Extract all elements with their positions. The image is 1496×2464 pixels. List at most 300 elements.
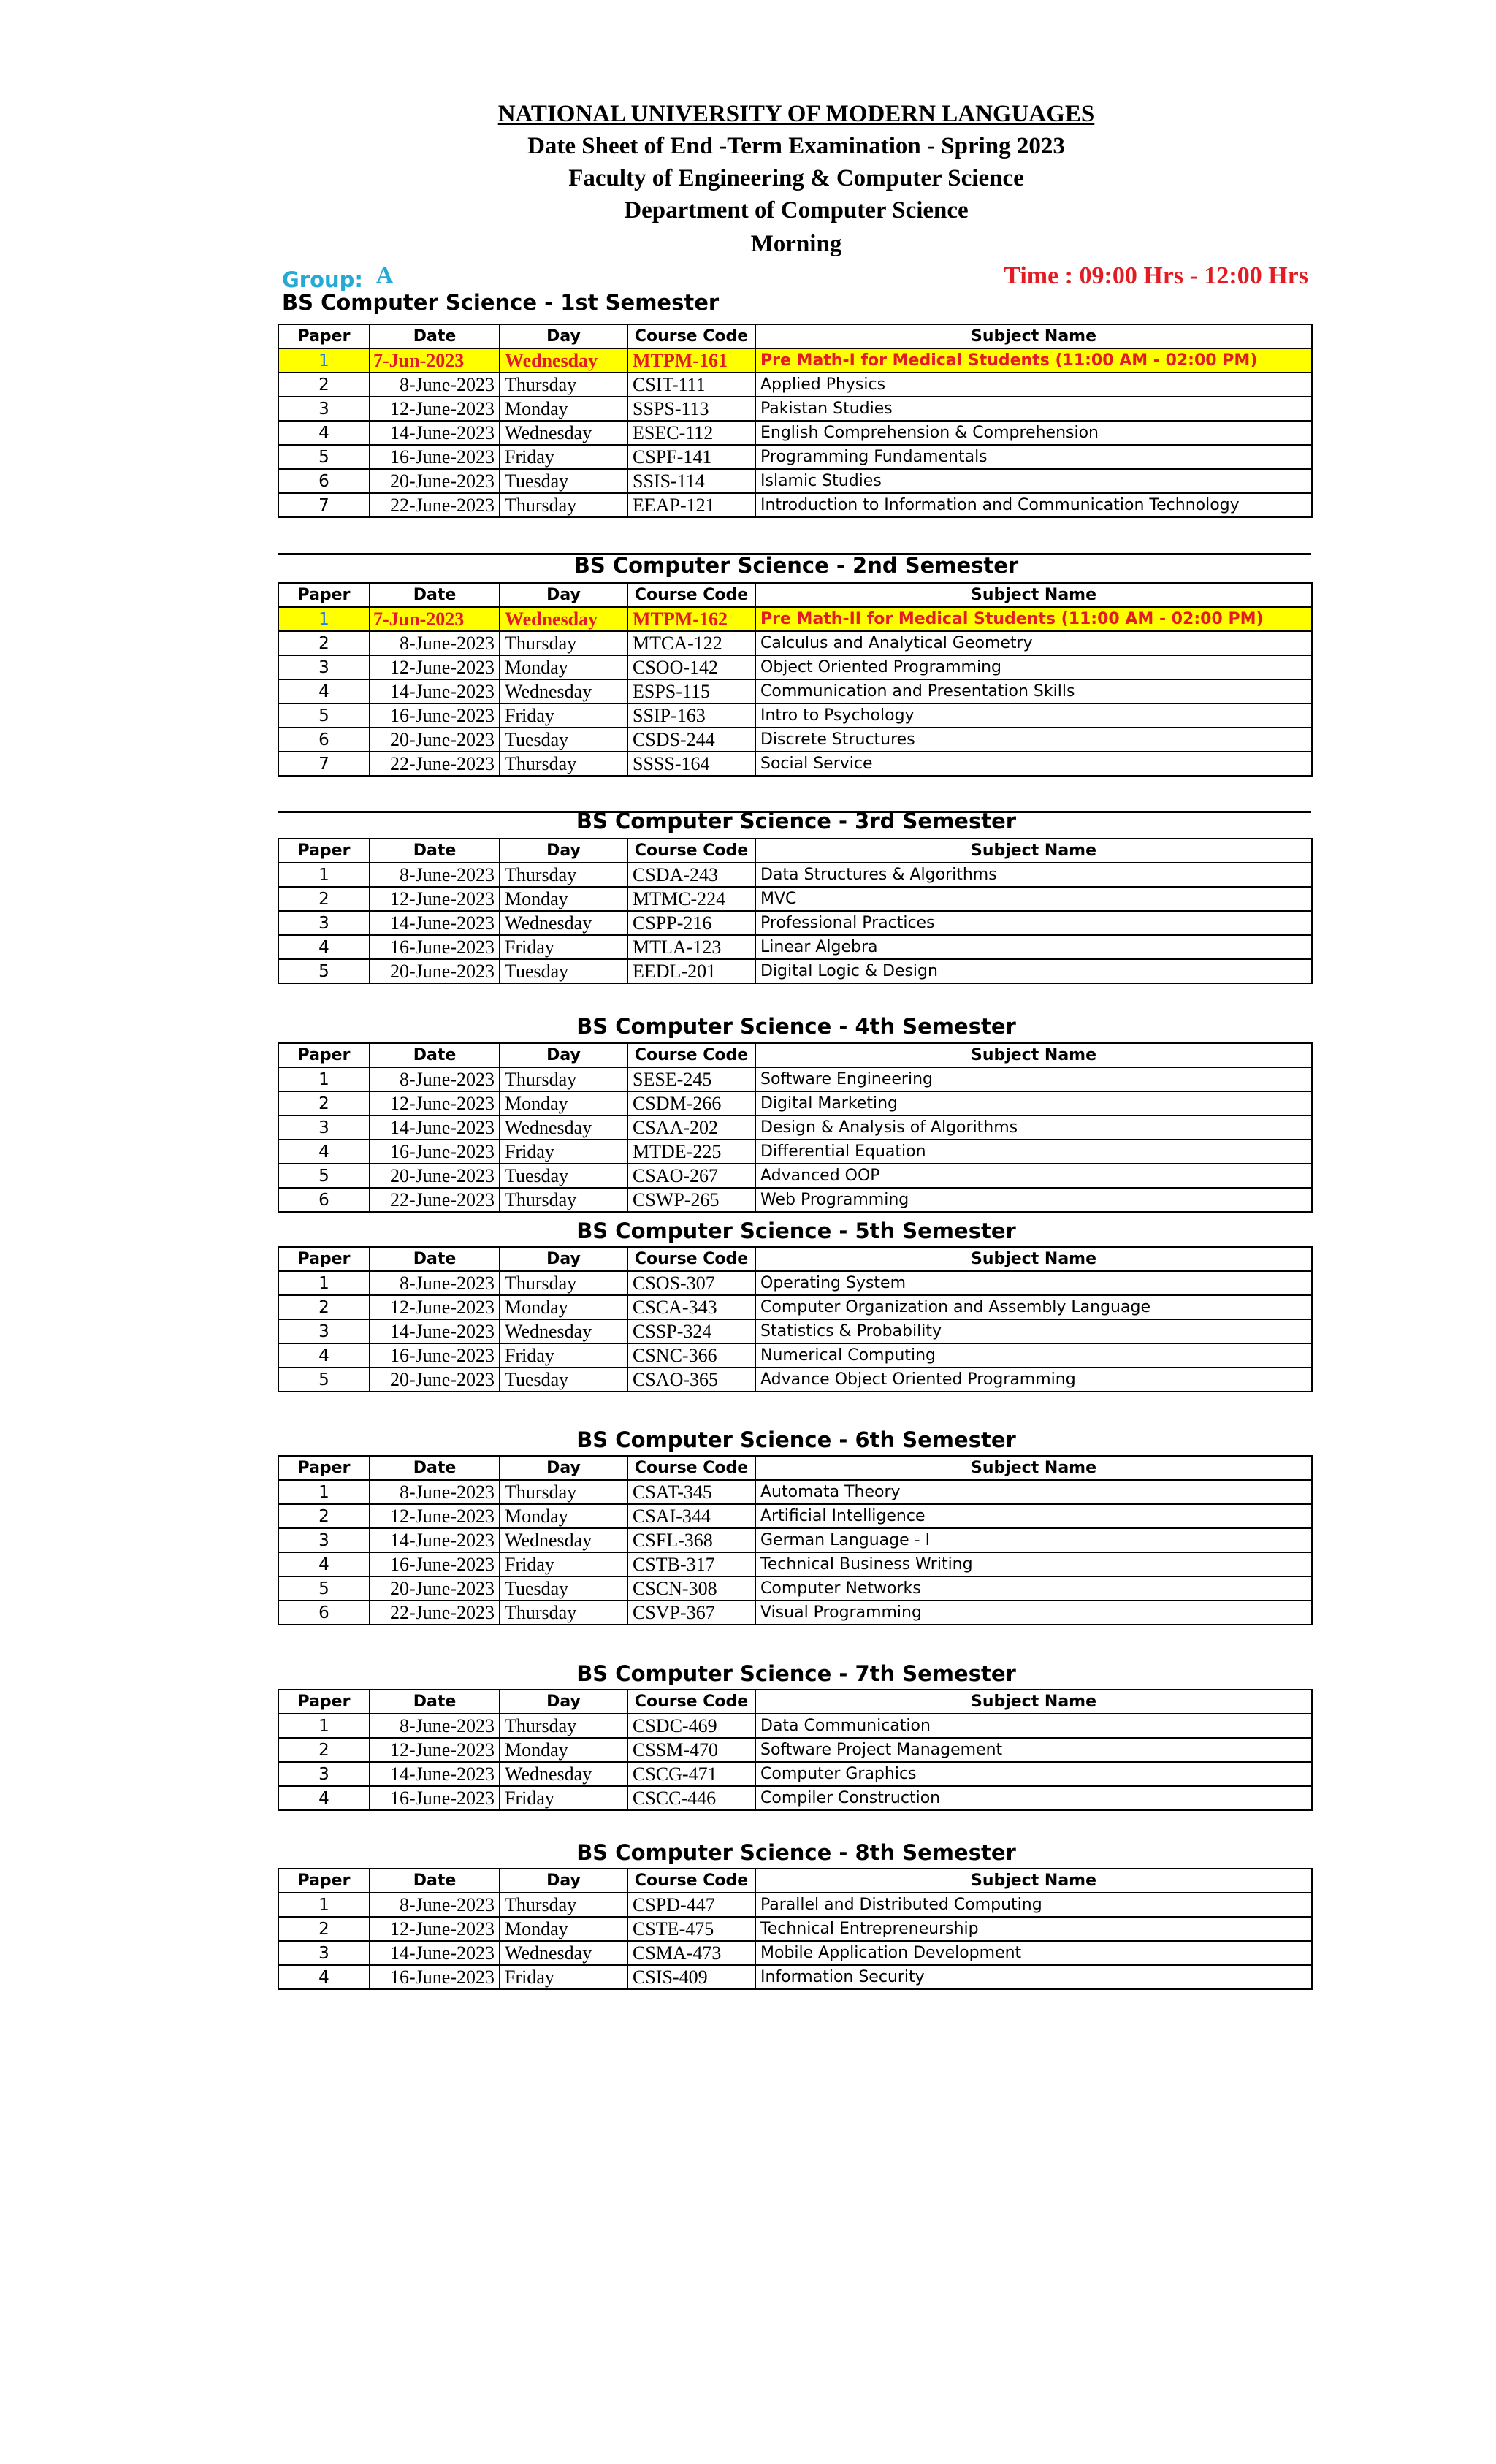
subject-name-cell: Data Communication — [755, 1714, 1312, 1738]
paper-cell: 2 — [278, 373, 370, 397]
table-row — [278, 1762, 1312, 1786]
course-code-cell: CSFL-368 — [627, 1528, 755, 1552]
date-cell: 8-June-2023 — [370, 631, 500, 655]
semester-table — [278, 1042, 1313, 1213]
column-header: Day — [500, 839, 627, 863]
column-header: Date — [370, 1690, 500, 1714]
course-code-cell: CSIT-111 — [627, 373, 755, 397]
paper-cell: 4 — [278, 1786, 370, 1810]
course-code-cell: CSTB-317 — [627, 1552, 755, 1576]
course-code-cell: CSPF-141 — [627, 445, 755, 469]
shift-title: Morning — [750, 231, 842, 257]
table-row — [278, 1528, 1312, 1552]
day-cell: Thursday — [500, 1601, 627, 1625]
paper-cell: 1 — [278, 863, 370, 887]
course-code-cell: EEAP-121 — [627, 493, 755, 517]
date-cell: 14-June-2023 — [370, 1941, 500, 1965]
date-cell: 22-June-2023 — [370, 1601, 500, 1625]
column-header: Paper — [278, 839, 370, 863]
date-cell: 14-June-2023 — [370, 421, 500, 445]
day-cell: Monday — [500, 1917, 627, 1941]
subject-name-cell: Design & Analysis of Algorithms — [755, 1115, 1312, 1140]
subject-name-cell: Islamic Studies — [755, 469, 1312, 493]
course-code-cell: CSDC-469 — [627, 1714, 755, 1738]
date-cell: 8-June-2023 — [370, 373, 500, 397]
day-cell: Monday — [500, 887, 627, 911]
date-cell: 12-June-2023 — [370, 1738, 500, 1762]
table-row — [278, 373, 1312, 397]
subject-name-cell: Visual Programming — [755, 1601, 1312, 1625]
paper-cell: 3 — [278, 1319, 370, 1343]
paper-cell: 6 — [278, 1188, 370, 1212]
day-cell: Friday — [500, 1965, 627, 1989]
column-header: Date — [370, 839, 500, 863]
day-cell: Thursday — [500, 1067, 627, 1091]
course-code-cell: SSIS-114 — [627, 469, 755, 493]
course-code-cell: CSIS-409 — [627, 1965, 755, 1989]
semester-table — [278, 1868, 1313, 1990]
paper-cell: 5 — [278, 1368, 370, 1392]
date-cell: 16-June-2023 — [370, 935, 500, 959]
date-cell: 16-June-2023 — [370, 703, 500, 728]
day-cell: Thursday — [500, 1480, 627, 1504]
subject-name-cell: Information Security — [755, 1965, 1312, 1989]
subject-name-cell: Pre Math-I for Medical Students (11:00 AM - 02:00 PM) — [755, 348, 1312, 373]
table-row — [278, 607, 1312, 631]
table-row — [278, 1480, 1312, 1504]
table-row — [278, 493, 1312, 517]
course-code-cell: CSTE-475 — [627, 1917, 755, 1941]
paper-cell: 4 — [278, 1552, 370, 1576]
date-cell: 14-June-2023 — [370, 911, 500, 935]
course-code-cell: MTLA-123 — [627, 935, 755, 959]
course-code-cell: CSOS-307 — [627, 1271, 755, 1295]
subject-name-cell: Differential Equation — [755, 1140, 1312, 1164]
column-header: Course Code — [627, 839, 755, 863]
date-cell: 12-June-2023 — [370, 1091, 500, 1115]
course-code-cell: CSSM-470 — [627, 1738, 755, 1762]
day-cell: Thursday — [500, 1271, 627, 1295]
day-cell: Tuesday — [500, 728, 627, 752]
column-header: Paper — [278, 1690, 370, 1714]
day-cell: Wednesday — [500, 1528, 627, 1552]
course-code-cell: MTDE-225 — [627, 1140, 755, 1164]
paper-cell: 7 — [278, 752, 370, 776]
course-code-cell: CSDS-244 — [627, 728, 755, 752]
semester-title: BS Computer Science - 3rd Semester — [576, 809, 1017, 834]
day-cell: Thursday — [500, 752, 627, 776]
day-cell: Wednesday — [500, 1115, 627, 1140]
column-header: Paper — [278, 1043, 370, 1067]
paper-cell: 5 — [278, 1164, 370, 1188]
column-header: Subject Name — [755, 1690, 1312, 1714]
day-cell: Wednesday — [500, 1319, 627, 1343]
table-row — [278, 1067, 1312, 1091]
column-header: Paper — [278, 1247, 370, 1271]
course-code-cell: CSSP-324 — [627, 1319, 755, 1343]
subject-name-cell: Automata Theory — [755, 1480, 1312, 1504]
day-cell: Monday — [500, 1295, 627, 1319]
table-row — [278, 728, 1312, 752]
column-header: Day — [500, 324, 627, 348]
date-cell: 20-June-2023 — [370, 1368, 500, 1392]
paper-cell: 3 — [278, 1528, 370, 1552]
subject-name-cell: Object Oriented Programming — [755, 655, 1312, 679]
table-header-row — [278, 839, 1312, 863]
subject-name-cell: Mobile Application Development — [755, 1941, 1312, 1965]
table-row — [278, 655, 1312, 679]
table-row — [278, 469, 1312, 493]
table-row — [278, 935, 1312, 959]
course-code-cell: MTPM-162 — [627, 607, 755, 631]
table-row — [278, 631, 1312, 655]
column-header: Course Code — [627, 1456, 755, 1480]
table-header-row — [278, 1690, 1312, 1714]
table-header-row — [278, 1043, 1312, 1067]
table-row — [278, 1295, 1312, 1319]
day-cell: Thursday — [500, 373, 627, 397]
day-cell: Tuesday — [500, 959, 627, 983]
date-cell: 16-June-2023 — [370, 1140, 500, 1164]
column-header: Course Code — [627, 1690, 755, 1714]
date-cell: 20-June-2023 — [370, 469, 500, 493]
table-row — [278, 703, 1312, 728]
day-cell: Wednesday — [500, 679, 627, 703]
table-row — [278, 1714, 1312, 1738]
table-row — [278, 1271, 1312, 1295]
column-header: Date — [370, 1456, 500, 1480]
paper-cell: 4 — [278, 1965, 370, 1989]
table-row — [278, 752, 1312, 776]
column-header: Date — [370, 583, 500, 607]
course-code-cell: CSVP-367 — [627, 1601, 755, 1625]
day-cell: Friday — [500, 1343, 627, 1368]
date-cell: 14-June-2023 — [370, 1319, 500, 1343]
paper-cell: 3 — [278, 1762, 370, 1786]
day-cell: Friday — [500, 703, 627, 728]
course-code-cell: CSAA-202 — [627, 1115, 755, 1140]
table-row — [278, 1319, 1312, 1343]
column-header: Subject Name — [755, 324, 1312, 348]
table-row — [278, 1188, 1312, 1212]
column-header: Date — [370, 1043, 500, 1067]
table-row — [278, 1504, 1312, 1528]
table-header-row — [278, 324, 1312, 348]
column-header: Day — [500, 1690, 627, 1714]
column-header: Day — [500, 583, 627, 607]
course-code-cell: CSPD-447 — [627, 1893, 755, 1917]
exam-time: Time : 09:00 Hrs - 12:00 Hrs — [1004, 262, 1308, 289]
day-cell: Friday — [500, 1140, 627, 1164]
day-cell: Wednesday — [500, 607, 627, 631]
date-cell: 8-June-2023 — [370, 1893, 500, 1917]
paper-cell: 4 — [278, 679, 370, 703]
course-code-cell: CSCC-446 — [627, 1786, 755, 1810]
day-cell: Wednesday — [500, 348, 627, 373]
subject-name-cell: Discrete Structures — [755, 728, 1312, 752]
table-row — [278, 1091, 1312, 1115]
paper-cell: 1 — [278, 348, 370, 373]
table-row — [278, 911, 1312, 935]
course-code-cell: CSWP-265 — [627, 1188, 755, 1212]
paper-cell: 6 — [278, 469, 370, 493]
date-cell: 12-June-2023 — [370, 397, 500, 421]
day-cell: Tuesday — [500, 1368, 627, 1392]
column-header: Date — [370, 1869, 500, 1893]
semester-title: BS Computer Science - 5th Semester — [576, 1218, 1016, 1243]
paper-cell: 4 — [278, 935, 370, 959]
table-row — [278, 1164, 1312, 1188]
date-cell: 14-June-2023 — [370, 1528, 500, 1552]
paper-cell: 5 — [278, 445, 370, 469]
subject-name-cell: Software Engineering — [755, 1067, 1312, 1091]
paper-cell: 7 — [278, 493, 370, 517]
course-code-cell: MTPM-161 — [627, 348, 755, 373]
date-cell: 8-June-2023 — [370, 1271, 500, 1295]
course-code-cell: CSAO-365 — [627, 1368, 755, 1392]
group-value: A — [376, 262, 394, 288]
day-cell: Wednesday — [500, 421, 627, 445]
course-code-cell: CSCA-343 — [627, 1295, 755, 1319]
course-code-cell: CSAI-344 — [627, 1504, 755, 1528]
semester-title: BS Computer Science - 4th Semester — [576, 1014, 1016, 1039]
course-code-cell: MTMC-224 — [627, 887, 755, 911]
course-code-cell: CSOO-142 — [627, 655, 755, 679]
table-header-row — [278, 1247, 1312, 1271]
subject-name-cell: Social Service — [755, 752, 1312, 776]
paper-cell: 2 — [278, 1738, 370, 1762]
column-header: Course Code — [627, 324, 755, 348]
subject-name-cell: Digital Logic & Design — [755, 959, 1312, 983]
date-cell: 16-June-2023 — [370, 445, 500, 469]
date-cell: 12-June-2023 — [370, 887, 500, 911]
subject-name-cell: Computer Graphics — [755, 1762, 1312, 1786]
university-title: NATIONAL UNIVERSITY OF MODERN LANGUAGES — [497, 101, 1095, 127]
semester-title: BS Computer Science - 2nd Semester — [573, 553, 1019, 578]
semester-title: BS Computer Science - 1st Semester — [282, 290, 720, 315]
date-cell: 22-June-2023 — [370, 1188, 500, 1212]
subject-name-cell: Parallel and Distributed Computing — [755, 1893, 1312, 1917]
department-title: Department of Computer Science — [624, 197, 969, 224]
subject-name-cell: Computer Organization and Assembly Language — [755, 1295, 1312, 1319]
paper-cell: 3 — [278, 397, 370, 421]
paper-cell: 3 — [278, 655, 370, 679]
date-cell: 12-June-2023 — [370, 655, 500, 679]
paper-cell: 1 — [278, 1067, 370, 1091]
subject-name-cell: Statistics & Probability — [755, 1319, 1312, 1343]
table-row — [278, 1601, 1312, 1625]
table-row — [278, 1965, 1312, 1989]
date-cell: 16-June-2023 — [370, 1786, 500, 1810]
paper-cell: 2 — [278, 1504, 370, 1528]
course-code-cell: CSPP-216 — [627, 911, 755, 935]
semester-table — [278, 838, 1313, 984]
course-code-cell: ESPS-115 — [627, 679, 755, 703]
date-cell: 22-June-2023 — [370, 752, 500, 776]
table-row — [278, 397, 1312, 421]
table-row — [278, 1738, 1312, 1762]
day-cell: Monday — [500, 397, 627, 421]
date-cell: 12-June-2023 — [370, 1295, 500, 1319]
column-header: Date — [370, 324, 500, 348]
subject-name-cell: Web Programming — [755, 1188, 1312, 1212]
table-row — [278, 421, 1312, 445]
paper-cell: 1 — [278, 1714, 370, 1738]
paper-cell: 1 — [278, 1480, 370, 1504]
subject-name-cell: Computer Networks — [755, 1576, 1312, 1601]
day-cell: Thursday — [500, 1188, 627, 1212]
subject-name-cell: Pakistan Studies — [755, 397, 1312, 421]
table-row — [278, 679, 1312, 703]
paper-cell: 4 — [278, 421, 370, 445]
day-cell: Friday — [500, 1552, 627, 1576]
semester-title: BS Computer Science - 8th Semester — [576, 1840, 1016, 1865]
semester-table — [278, 1246, 1313, 1392]
course-code-cell: CSCN-308 — [627, 1576, 755, 1601]
date-cell: 20-June-2023 — [370, 728, 500, 752]
table-row — [278, 1917, 1312, 1941]
date-cell: 8-June-2023 — [370, 1480, 500, 1504]
date-cell: 12-June-2023 — [370, 1917, 500, 1941]
table-row — [278, 1343, 1312, 1368]
semester-table — [278, 324, 1313, 518]
table-row — [278, 1140, 1312, 1164]
table-row — [278, 1941, 1312, 1965]
table-row — [278, 1368, 1312, 1392]
day-cell: Tuesday — [500, 1164, 627, 1188]
table-row — [278, 959, 1312, 983]
paper-cell: 5 — [278, 1576, 370, 1601]
paper-cell: 1 — [278, 607, 370, 631]
day-cell: Thursday — [500, 493, 627, 517]
subject-name-cell: Numerical Computing — [755, 1343, 1312, 1368]
date-cell: 20-June-2023 — [370, 1164, 500, 1188]
table-row — [278, 1576, 1312, 1601]
paper-cell: 3 — [278, 1115, 370, 1140]
course-code-cell: CSMA-473 — [627, 1941, 755, 1965]
course-code-cell: CSCG-471 — [627, 1762, 755, 1786]
date-cell: 16-June-2023 — [370, 1552, 500, 1576]
subject-name-cell: Intro to Psychology — [755, 703, 1312, 728]
semester-title: BS Computer Science - 7th Semester — [576, 1661, 1016, 1686]
date-cell: 16-June-2023 — [370, 1343, 500, 1368]
date-cell: 14-June-2023 — [370, 1762, 500, 1786]
column-header: Course Code — [627, 1247, 755, 1271]
course-code-cell: MTCA-122 — [627, 631, 755, 655]
paper-cell: 4 — [278, 1343, 370, 1368]
day-cell: Friday — [500, 1786, 627, 1810]
date-cell: 12-June-2023 — [370, 1504, 500, 1528]
subject-name-cell: Technical Entrepreneurship — [755, 1917, 1312, 1941]
table-row — [278, 1893, 1312, 1917]
date-cell: 8-June-2023 — [370, 863, 500, 887]
table-row — [278, 348, 1312, 373]
semester-table — [278, 1455, 1313, 1625]
subject-name-cell: Artificial Intelligence — [755, 1504, 1312, 1528]
course-code-cell: CSAO-267 — [627, 1164, 755, 1188]
paper-cell: 6 — [278, 1601, 370, 1625]
paper-cell: 2 — [278, 887, 370, 911]
day-cell: Friday — [500, 935, 627, 959]
day-cell: Tuesday — [500, 469, 627, 493]
paper-cell: 4 — [278, 1140, 370, 1164]
column-header: Subject Name — [755, 839, 1312, 863]
column-header: Course Code — [627, 583, 755, 607]
subject-name-cell: Operating System — [755, 1271, 1312, 1295]
subject-name-cell: Advance Object Oriented Programming — [755, 1368, 1312, 1392]
exam-title: Date Sheet of End -Term Examination - Spring 2023 — [527, 133, 1065, 159]
date-cell: 20-June-2023 — [370, 1576, 500, 1601]
course-code-cell: SSSS-164 — [627, 752, 755, 776]
date-cell: 7-Jun-2023 — [370, 348, 500, 373]
faculty-title: Faculty of Engineering & Computer Science — [568, 165, 1024, 191]
column-header: Course Code — [627, 1869, 755, 1893]
group-label-text: Group: — [282, 267, 364, 292]
day-cell: Thursday — [500, 631, 627, 655]
table-header-row — [278, 1869, 1312, 1893]
subject-name-cell: Introduction to Information and Communication Technology — [755, 493, 1312, 517]
paper-cell: 2 — [278, 631, 370, 655]
paper-cell: 3 — [278, 911, 370, 935]
day-cell: Tuesday — [500, 1576, 627, 1601]
subject-name-cell: Advanced OOP — [755, 1164, 1312, 1188]
subject-name-cell: Compiler Construction — [755, 1786, 1312, 1810]
date-cell: 22-June-2023 — [370, 493, 500, 517]
column-header: Paper — [278, 324, 370, 348]
column-header: Date — [370, 1247, 500, 1271]
semester-title: BS Computer Science - 6th Semester — [576, 1427, 1016, 1452]
paper-cell: 5 — [278, 959, 370, 983]
paper-cell: 2 — [278, 1917, 370, 1941]
paper-cell: 6 — [278, 728, 370, 752]
column-header: Paper — [278, 1869, 370, 1893]
date-cell: 8-June-2023 — [370, 1067, 500, 1091]
subject-name-cell: Applied Physics — [755, 373, 1312, 397]
column-header: Day — [500, 1247, 627, 1271]
table-row — [278, 863, 1312, 887]
table-row — [278, 1552, 1312, 1576]
date-cell: 7-Jun-2023 — [370, 607, 500, 631]
column-header: Paper — [278, 1456, 370, 1480]
column-header: Day — [500, 1869, 627, 1893]
subject-name-cell: MVC — [755, 887, 1312, 911]
subject-name-cell: Linear Algebra — [755, 935, 1312, 959]
subject-name-cell: Calculus and Analytical Geometry — [755, 631, 1312, 655]
paper-cell: 1 — [278, 1893, 370, 1917]
paper-cell: 5 — [278, 703, 370, 728]
column-header: Subject Name — [755, 1456, 1312, 1480]
subject-name-cell: Software Project Management — [755, 1738, 1312, 1762]
subject-name-cell: Communication and Presentation Skills — [755, 679, 1312, 703]
table-header-row — [278, 1456, 1312, 1480]
column-header: Day — [500, 1456, 627, 1480]
date-cell: 8-June-2023 — [370, 1714, 500, 1738]
column-header: Course Code — [627, 1043, 755, 1067]
day-cell: Monday — [500, 1091, 627, 1115]
day-cell: Wednesday — [500, 1762, 627, 1786]
course-code-cell: CSNC-366 — [627, 1343, 755, 1368]
course-code-cell: SESE-245 — [627, 1067, 755, 1091]
semester-table — [278, 1689, 1313, 1811]
day-cell: Monday — [500, 1504, 627, 1528]
day-cell: Friday — [500, 445, 627, 469]
subject-name-cell: Professional Practices — [755, 911, 1312, 935]
paper-cell: 3 — [278, 1941, 370, 1965]
paper-cell: 1 — [278, 1271, 370, 1295]
course-code-cell: EEDL-201 — [627, 959, 755, 983]
day-cell: Monday — [500, 655, 627, 679]
paper-cell: 2 — [278, 1295, 370, 1319]
